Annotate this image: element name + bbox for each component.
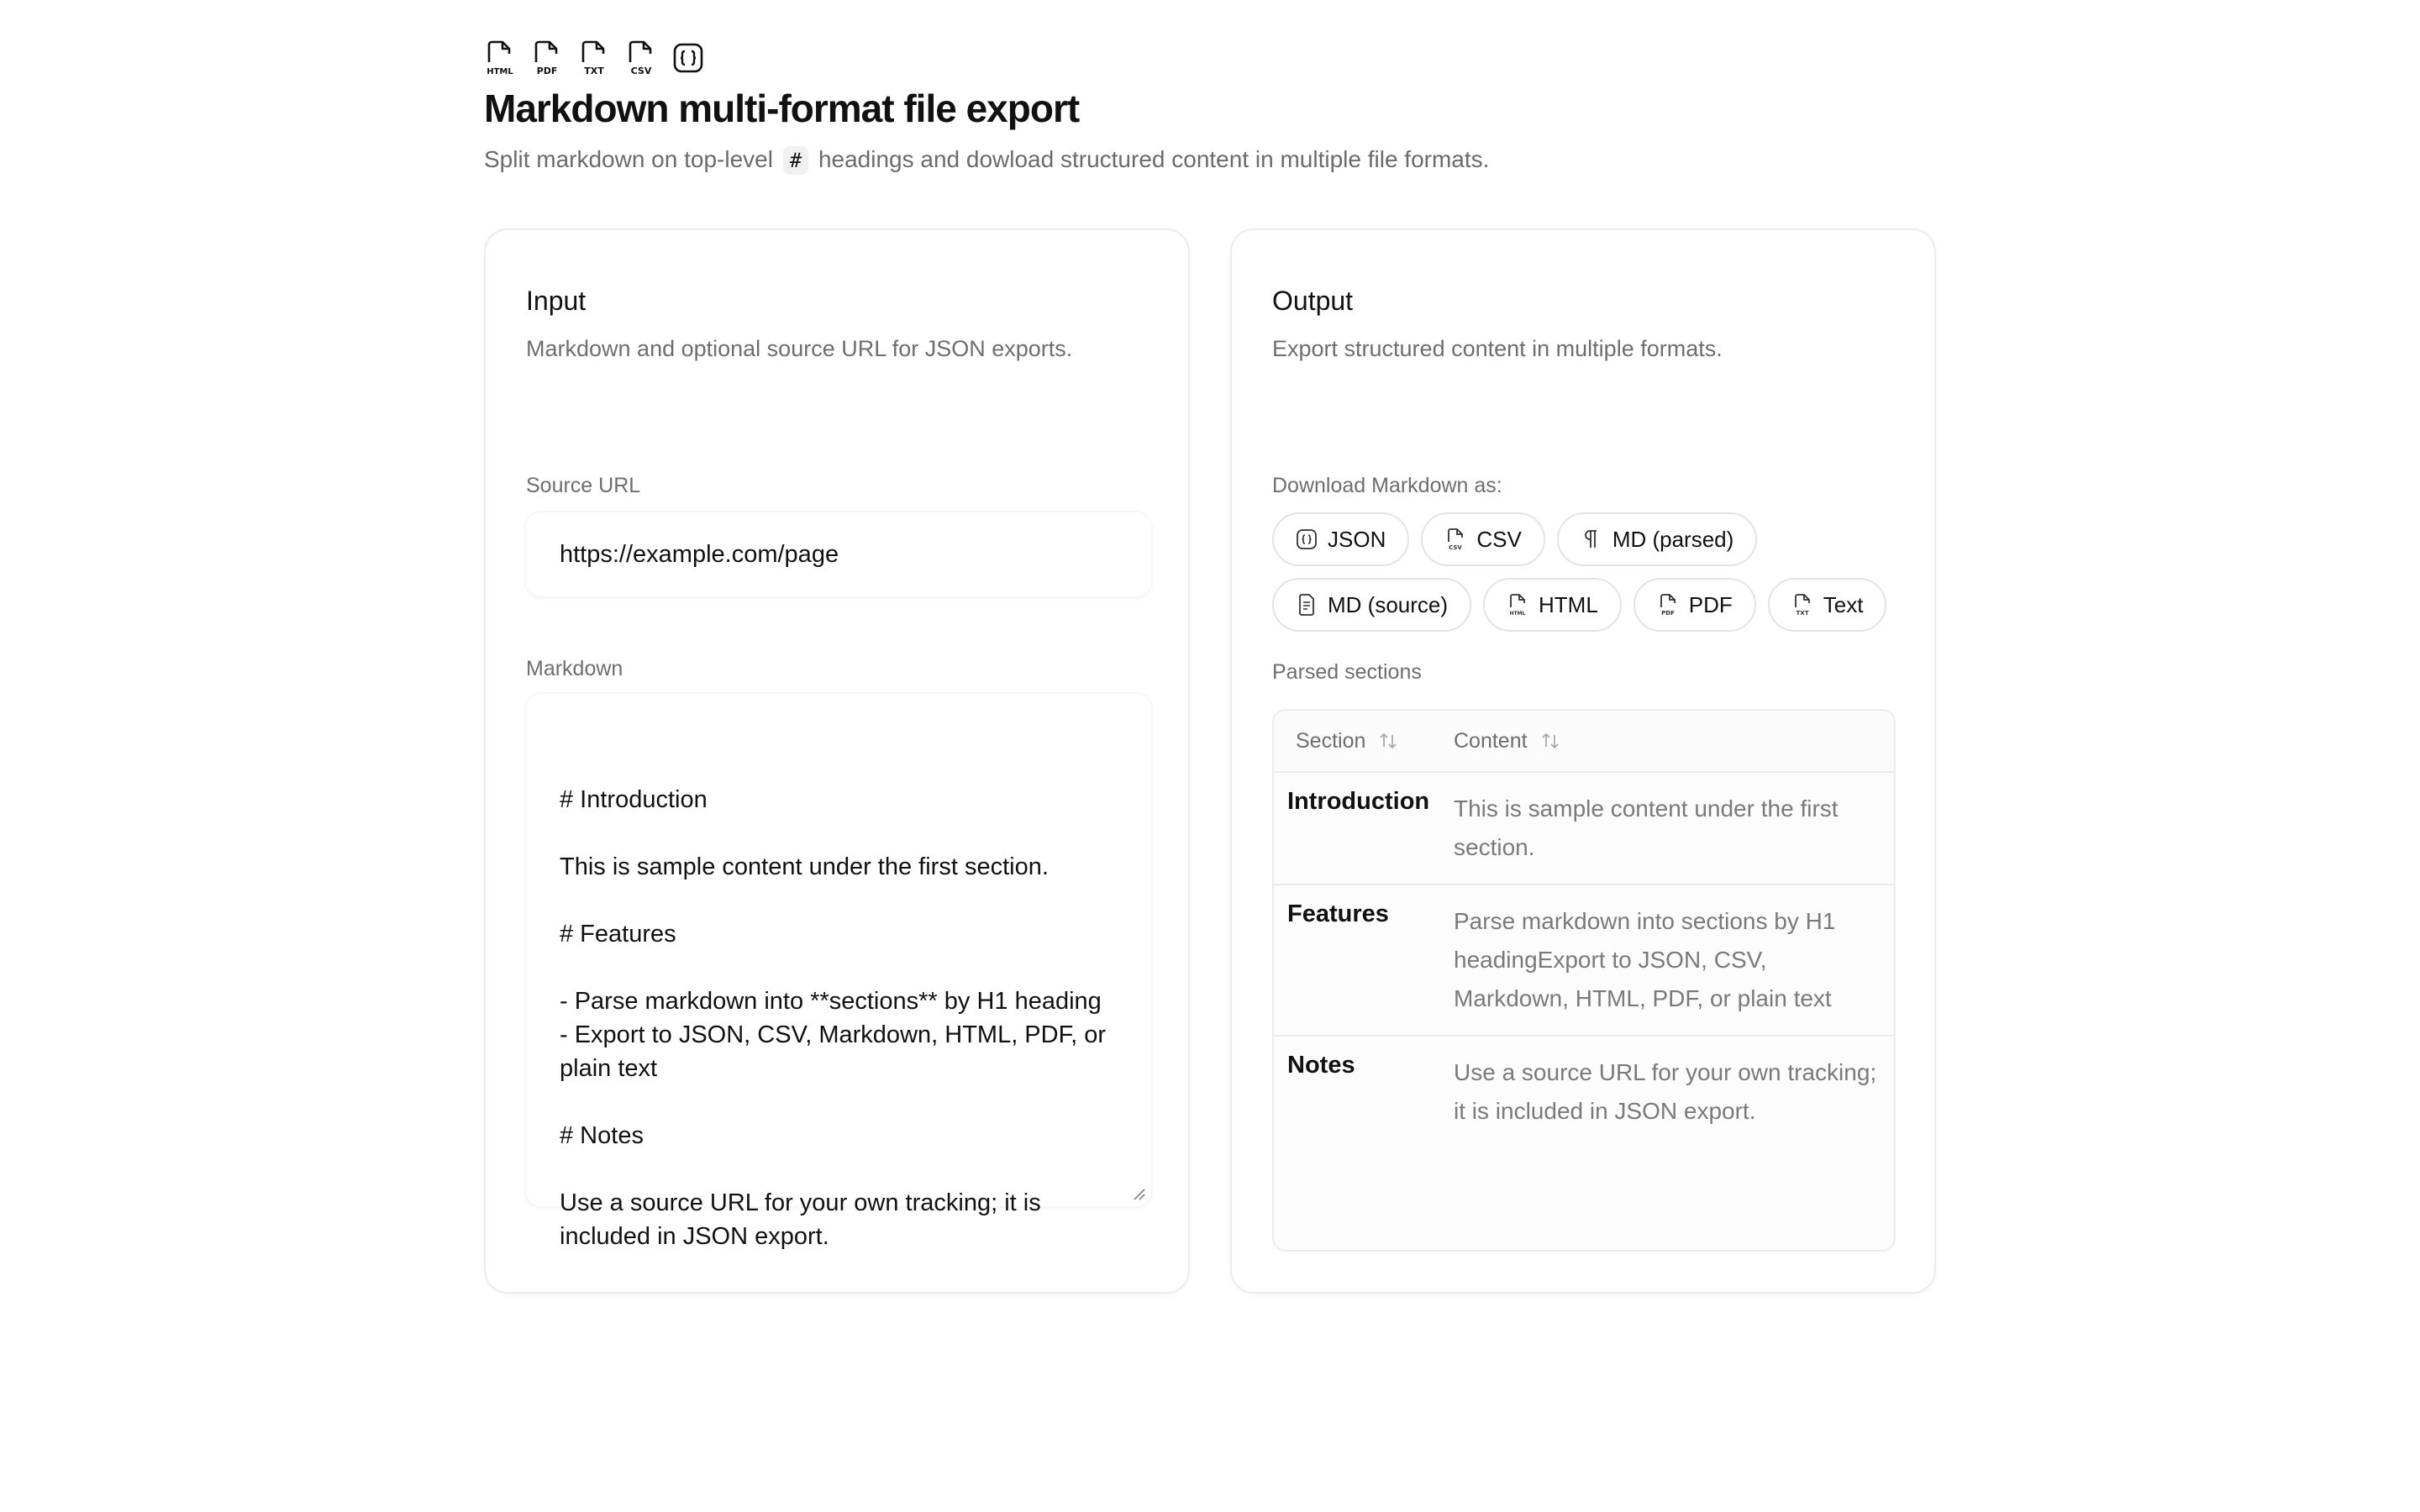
section-cell: Features: [1287, 900, 1389, 927]
page-title: Markdown multi-format file export: [484, 87, 1080, 130]
page: [484, 39, 1936, 1250]
markdown-file-icon: [1296, 593, 1318, 617]
input-card-title: Input: [526, 286, 587, 316]
section-cell: Notes: [1287, 1052, 1355, 1079]
json-braces-icon: [672, 40, 704, 76]
table-row: [1274, 885, 1894, 1037]
content-cell: Use a source URL for your own tracking; it is included in JSON export.: [1454, 1059, 1877, 1124]
column-header-content[interactable]: [1454, 729, 1561, 753]
download-md-source-button[interactable]: [1272, 578, 1471, 632]
download-md-parsed-label: MD (parsed): [1612, 526, 1734, 552]
section-cell: Introduction: [1287, 788, 1430, 815]
column-header-section-label: Section: [1296, 728, 1366, 753]
sort-arrows-icon: [1377, 730, 1399, 752]
download-text-button[interactable]: [1768, 578, 1887, 632]
csv-file-icon: [1444, 528, 1466, 551]
csv-file-icon: [625, 40, 657, 76]
table-row: [1274, 1037, 1894, 1147]
download-csv-button[interactable]: [1421, 512, 1544, 566]
json-braces-icon: [1296, 528, 1318, 551]
source-url-value: https://example.com/page: [560, 540, 839, 568]
svg-text:CSV: CSV: [630, 66, 652, 76]
download-md-source-label: MD (source): [1328, 591, 1449, 617]
download-label: Download Markdown as:: [1272, 474, 1502, 497]
download-html-label: HTML: [1539, 591, 1598, 617]
download-json-label: JSON: [1328, 526, 1386, 552]
markdown-value: # Introduction This is sample content under the first section. # Features - Parse markdown into **sections** by H1 heading - Export to JSON, CSV, Markdown, HTML, PDF, or plain text # Notes Use a source URL for your own tracking; it is included in JSON export.: [560, 786, 1106, 1250]
svg-text:CSV: CSV: [1449, 544, 1463, 551]
column-header-content-label: Content: [1454, 728, 1528, 753]
resize-handle-icon[interactable]: [1131, 1186, 1146, 1201]
download-buttons-row-2: [1272, 578, 1886, 632]
download-pdf-button[interactable]: [1634, 578, 1756, 632]
input-card: [484, 228, 1190, 1294]
txt-file-icon: [1791, 593, 1813, 617]
download-pdf-label: PDF: [1688, 591, 1733, 617]
svg-text:HTML: HTML: [487, 67, 513, 76]
markdown-label: Markdown: [526, 657, 623, 680]
html-file-icon: [1507, 593, 1528, 617]
pilcrow-icon: [1581, 528, 1602, 551]
table-row: [1274, 773, 1894, 885]
html-file-icon: [484, 40, 516, 76]
content-cell: Parse markdown into sections by H1 headingExport to JSON, CSV, Markdown, HTML, PDF, or plain text: [1454, 908, 1836, 1011]
source-url-input[interactable]: [526, 512, 1151, 596]
format-icons-row: [484, 39, 1936, 77]
source-url-label: Source URL: [526, 474, 641, 497]
svg-text:HTML: HTML: [1509, 611, 1526, 617]
output-card-title: Output: [1272, 286, 1354, 316]
svg-text:PDF: PDF: [1660, 610, 1675, 617]
txt-file-icon: [578, 40, 610, 76]
markdown-textarea[interactable]: [526, 694, 1151, 1250]
parsed-sections-table: [1272, 709, 1896, 1252]
parsed-sections-label: Parsed sections: [1272, 660, 1422, 684]
svg-text:PDF: PDF: [536, 66, 558, 76]
pdf-file-icon: [1657, 593, 1679, 617]
download-md-parsed-button[interactable]: [1557, 512, 1757, 566]
column-header-section[interactable]: [1274, 729, 1454, 753]
svg-text:TXT: TXT: [584, 66, 604, 76]
subtitle-text-before: Split markdown on top-level: [484, 146, 773, 172]
download-json-button[interactable]: [1272, 512, 1409, 566]
table-header: [1274, 711, 1894, 773]
page-subtitle: [484, 143, 1936, 176]
download-html-button[interactable]: [1483, 578, 1622, 632]
content-cell: This is sample content under the first section.: [1454, 795, 1839, 860]
input-card-description: Markdown and optional source URL for JSON exports.: [526, 336, 1073, 361]
output-card: [1230, 228, 1936, 1294]
pdf-file-icon: [531, 40, 563, 76]
download-csv-label: CSV: [1476, 526, 1522, 552]
subtitle-text-after: headings and dowload structured content in multiple file formats.: [818, 146, 1490, 172]
heading-hash-code: #: [783, 146, 808, 175]
output-card-description: Export structured content in multiple formats.: [1272, 336, 1723, 361]
download-buttons-row-1: [1272, 512, 1757, 566]
download-text-label: Text: [1823, 591, 1864, 617]
svg-text:TXT: TXT: [1796, 610, 1809, 617]
sort-arrows-icon: [1539, 730, 1561, 752]
